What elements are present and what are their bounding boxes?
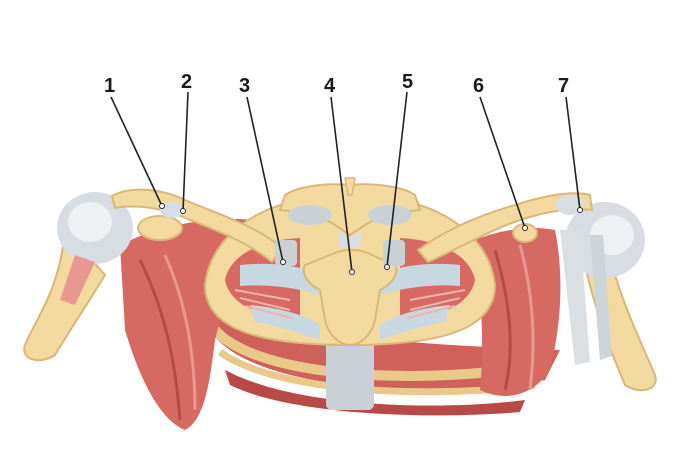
right-shoulder [475, 202, 656, 396]
label-1: 1 [104, 75, 116, 97]
label-6: 6 [473, 75, 485, 97]
right-sc-joint [383, 240, 405, 266]
label-3: 3 [239, 75, 251, 97]
label-4: 4 [324, 75, 336, 97]
leader-line-2 [183, 92, 188, 211]
label-2: 2 [181, 71, 193, 93]
label-7: 7 [558, 75, 570, 97]
left-acromion [138, 216, 182, 240]
label-5: 5 [402, 71, 414, 93]
